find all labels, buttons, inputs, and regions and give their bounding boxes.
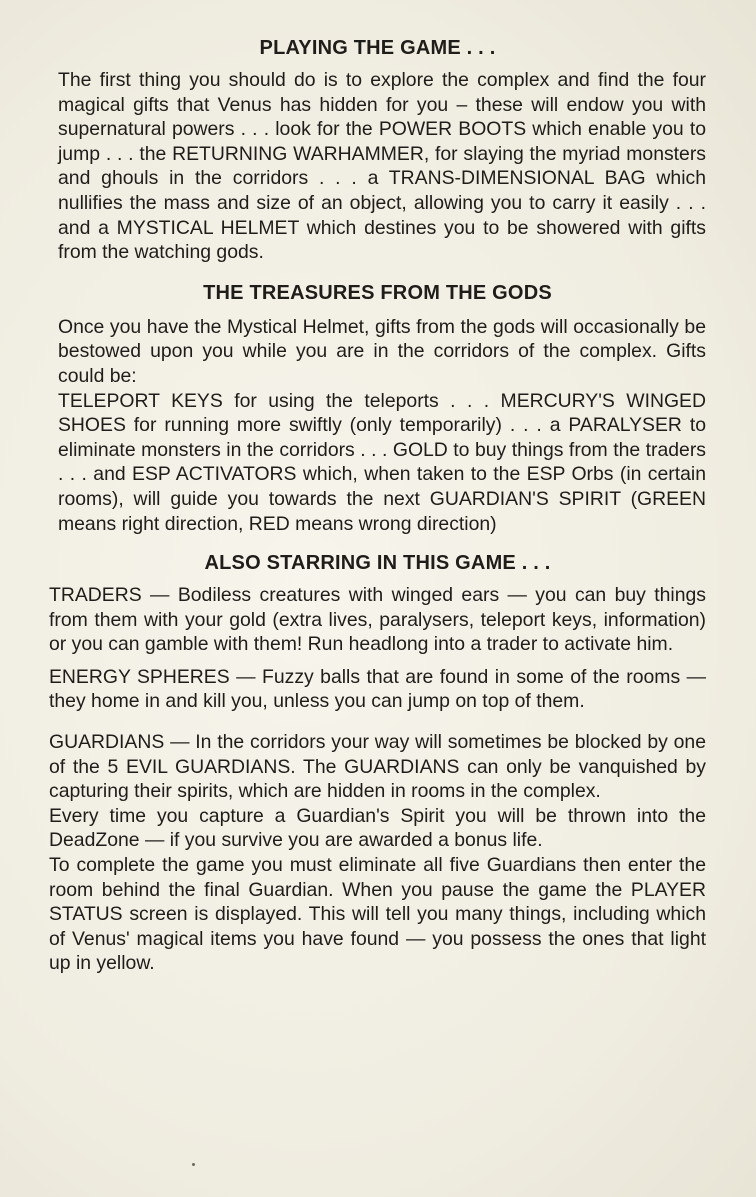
paragraph-playing-the-game: The first thing you should do is to explore the complex and find the four magical gifts that Venus has hidden for you – these will endow you with supernatural powers . . . look for the POWER BOOTS which enable you to jump . . . the RETURNING WARHAMMER, for slaying the myriad monsters and ghouls in the corridors . . . a TRANS-DIMENSIONAL BAG which nullifies the mass and size of an object, allowing you to carry it easily . . . and a MYSTICAL HELMET which destines you to be showered with gifts from the watching gods. [58, 69, 706, 264]
heading-playing-the-game: PLAYING THE GAME . . . [259, 37, 496, 59]
paragraph-treasures-gifts: TELEPORT KEYS for using the teleports . . . MERCURY'S WINGED SHOES for running more swiftly (only temporarily) . . . a PARALYSER to eliminate monsters in the corridors . . . GOLD to buy things from the traders . . . and ESP ACTIVATORS which, when taken to the ESP Orbs (in certain rooms), will guide you towards the next GUARDIAN'S SPIRIT (GREEN means right direction, RED means wrong direction) [58, 389, 706, 535]
section-also-starring [49, 549, 706, 976]
heading-treasures: THE TREASURES FROM THE GODS [203, 281, 552, 304]
paragraph-guardians: GUARDIANS — In the corridors your way will sometimes be blocked by one of the 5 EVIL GUARDIANS. The GUARDIANS can only be vanquished by capturing their spirits, which are hidden in rooms in the complex. [49, 731, 706, 803]
paragraph-complete-game: To complete the game you must eliminate all five Guardians then enter the room behind the final Guardian. When you pause the game the PLAYER STATUS screen is displayed. This will tell you many things, including which of Venus' magical items you have found — you possess the ones that light up in yellow. [49, 854, 706, 975]
paragraph-treasures-intro: Once you have the Mystical Helmet, gifts from the gods will occasionally be bestowed upon you while you are in the corridors of the complex. Gifts could be: [58, 315, 706, 387]
paragraph-energy-spheres: ENERGY SPHERES — Fuzzy balls that are found in some of the rooms — they home in and kill you, unless you can jump on top of them. [49, 665, 706, 713]
paragraph-guardian-spirit: Every time you capture a Guardian's Spirit you will be thrown into the DeadZone — if you survive you are awarded a bonus life. [49, 804, 706, 852]
treasures-body [49, 315, 706, 536]
heading-also-starring: ALSO STARRING IN THIS GAME . . . [204, 552, 551, 575]
section-playing-the-game [49, 34, 706, 265]
paragraph-traders: TRADERS — Bodiless creatures with winged ears — you can buy things from them with your gold (extra lives, paralysers, teleport keys, information) or you can gamble with them! Run headlong into a trader to activate him. [49, 584, 706, 656]
paper-speck [192, 1163, 195, 1166]
section-treasures [49, 279, 706, 536]
